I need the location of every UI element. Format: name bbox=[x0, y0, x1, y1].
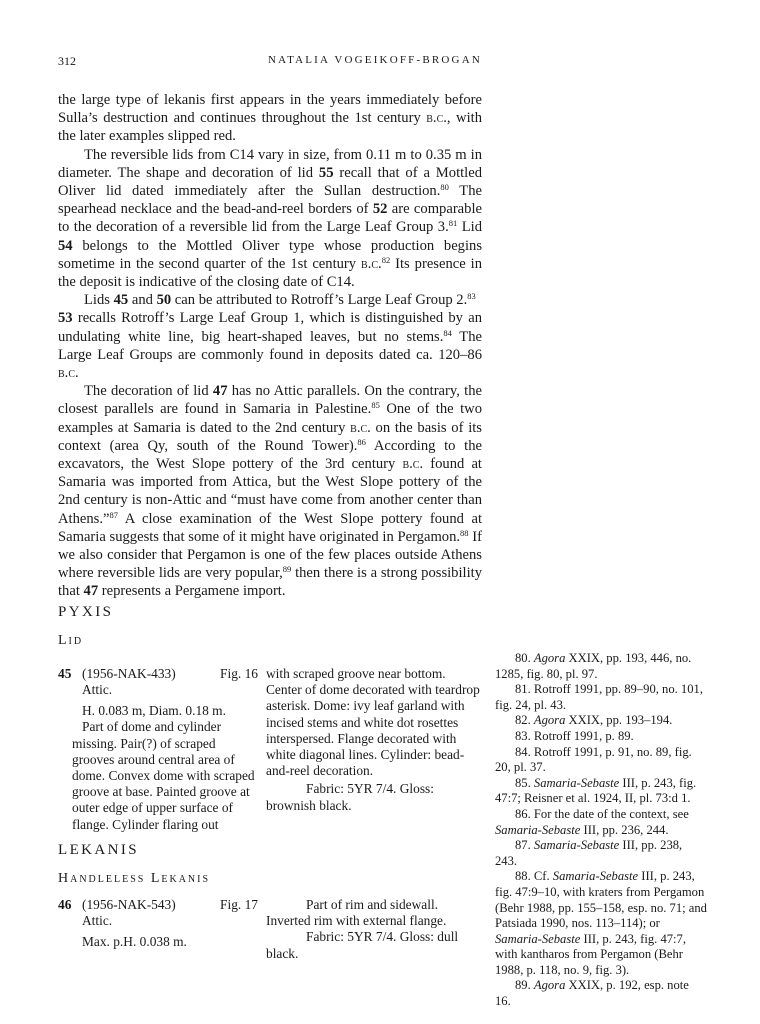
entry-fabric: Fabric: 5YR 7/4. Gloss: dull black. bbox=[266, 929, 459, 961]
paragraph-3: Lids 45 and 50 can be attributed to Rotroff’s Large Leaf Group 2.83 53 recalls Rotroff’s Large Leaf Group 1, which is distinguished by an undulating white line, big heart-shaped leaves, but no stems.$^{84}$ The Large Leaf Groups are commonly found in deposits dated ca. 120–86 b.c. bbox=[58, 291, 482, 382]
footnote-text: For the date of the context, see bbox=[533, 806, 689, 821]
entry-description: Part of dome and cylinder missing. Pair(?) of scraped grooves around central area of dome. Convex dome with scraped groove at base. Painted groove at outer edge of upper surface of flange. Cylinder flaring out bbox=[72, 719, 255, 832]
footnote-number: 89. bbox=[515, 978, 534, 993]
entry-number: 46 bbox=[58, 897, 72, 912]
footnote-number: 82. bbox=[515, 713, 534, 728]
page-number: 312 bbox=[58, 54, 76, 68]
section-heading-pyxis: PYXIS bbox=[58, 604, 114, 620]
entry-origin: Attic. bbox=[82, 913, 113, 928]
footnote bbox=[495, 745, 707, 776]
footnote-number: 86. bbox=[515, 806, 534, 821]
footnote bbox=[495, 713, 707, 729]
subheading-lid: Lid bbox=[58, 633, 84, 648]
footnote-text: Samaria-Sebaste bbox=[533, 775, 620, 790]
footnote bbox=[495, 978, 707, 1009]
entry-dimensions: Max. p.H. 0.038 m. bbox=[82, 934, 187, 950]
catalog-entry-45 bbox=[58, 666, 258, 833]
footnote-text: Agora bbox=[533, 713, 566, 728]
footnote-text: Rotroff 1991, p. 91, no. 89, fig. 20, pl. 37. bbox=[495, 744, 692, 775]
paragraph-4: The decoration of lid 47 has no Attic parallels. On the contrary, the closest parallels are found in Samaria in Palestine.$^{85}$ One of the two examples at Samaria is dated to the 2nd century b.c. on the basis of its context (area Qy, south of the Round Tower).$^{86}$ According to the excavators, the West Slope pottery of the 3rd century b.c. found at Samaria was imported from Attica, but the West Slope pottery of the 2nd century is non-Attic and “must have come from another center than Athens.”$^{87}$ A close examination of the West Slope pottery found at Samaria suggests that some of it might have originated in Pergamon.$^{88}$ If we also consider that Pergamon is one of the few places outside Athens where reversible lids are very popular,$^{89}$ then there is a strong possibility that 47 represents a Pergamene import. bbox=[58, 383, 483, 600]
footnote-text: Rotroff 1991, p. 89. bbox=[533, 728, 634, 743]
footnote-text: III, p. 243, fig. 47:9–10, with kraters from Pergamon (Behr 1988, pp. 155–158, esp. no. 71; and Patsiada 1990, nos. 113–114); or bbox=[495, 869, 707, 931]
entry-description-continued: with scraped groove near bottom. Center of dome decorated with teardrop asterisk. Dome: ivy leaf garland with incised stems and white dot rosettes interspersed. Flange decorated with white diagonal lines. Cylinder: bead-and-reel decoration. bbox=[266, 666, 480, 779]
footnote-number: 80. bbox=[515, 651, 534, 665]
footnote-ref: 86 bbox=[357, 436, 366, 447]
footnote bbox=[495, 651, 707, 682]
footnote-text: XXIX, p. 192, esp. note 16. bbox=[495, 978, 689, 1009]
inventory-number: (1956-NAK-543) bbox=[82, 897, 176, 912]
entry-origin: Attic. bbox=[82, 682, 113, 697]
footnote bbox=[495, 682, 707, 713]
footnote-text: III, p. 243, fig. 47:7; Reisner et al. 1924, II, pl. 73:d 1. bbox=[495, 775, 697, 806]
footnote bbox=[495, 729, 707, 745]
footnote bbox=[495, 838, 707, 869]
footnote-ref: 83 bbox=[467, 291, 476, 302]
body-text bbox=[58, 91, 482, 601]
footnote-ref: 88 bbox=[460, 527, 469, 538]
paragraph-1: the large type of lekanis first appears in the years immediately before Sulla’s destruction and continues throughout the 1st century b.c., with the later examples slipped red. bbox=[58, 92, 483, 145]
footnote bbox=[495, 776, 707, 807]
figure-reference: Fig. 16 bbox=[220, 666, 258, 681]
entry-fabric: Fabric: 5YR 7/4. Gloss: brownish black. bbox=[266, 781, 434, 813]
footnote-text: XXIX, pp. 193–194. bbox=[565, 713, 673, 728]
footnote bbox=[495, 807, 707, 838]
figure-reference: Fig. 17 bbox=[220, 897, 258, 912]
footnote-number: 88. bbox=[515, 869, 534, 884]
author-name: NATALIA VOGEIKOFF-BROGAN bbox=[268, 54, 482, 66]
section-heading-lekanis: LEKANIS bbox=[58, 842, 139, 858]
footnote-ref: 84 bbox=[443, 327, 452, 338]
footnote-ref: 87 bbox=[109, 509, 118, 520]
footnote-number: 81. bbox=[515, 682, 534, 697]
footnote-ref: 89 bbox=[282, 564, 292, 575]
footnote-text: Samaria-Sebaste bbox=[552, 869, 639, 884]
running-head bbox=[58, 54, 482, 72]
inventory-number: (1956-NAK-433) bbox=[82, 666, 176, 681]
footnote-text: III, pp. 238, 243. bbox=[495, 838, 683, 868]
entry-number: 45 bbox=[58, 666, 72, 681]
footnote-text: Rotroff 1991, pp. 89–90, no. 101, fig. 24, pl. 43. bbox=[495, 682, 703, 712]
footnote-text: Samaria-Sebaste bbox=[495, 931, 581, 946]
footnote-text: Agora bbox=[533, 978, 566, 993]
footnote-text: XXIX, pp. 193, 446, no. 1285, fig. 80, pl. 97. bbox=[495, 651, 692, 681]
catalog-entry-46 bbox=[58, 897, 258, 950]
footnote-ref: 82 bbox=[381, 254, 391, 265]
catalog-entry-46-continued bbox=[266, 897, 484, 962]
footnote-number: 84. bbox=[515, 744, 534, 759]
footnotes bbox=[495, 651, 707, 1010]
footnote-ref: 85 bbox=[371, 400, 380, 411]
footnote-text: III, pp. 236, 244. bbox=[580, 822, 669, 837]
footnote-text: Agora bbox=[533, 651, 566, 665]
entry-description: Part of rim and sidewall. Inverted rim with external flange. bbox=[266, 897, 447, 929]
catalog-entry-45-continued bbox=[266, 666, 484, 814]
footnote-number: 85. bbox=[515, 775, 534, 790]
footnote-number: 87. bbox=[515, 838, 534, 853]
entry-dimensions: H. 0.083 m, Diam. 0.18 m. bbox=[82, 703, 226, 719]
footnote-text: Cf. bbox=[533, 869, 553, 884]
footnote-text: Samaria-Sebaste bbox=[533, 838, 620, 853]
footnote bbox=[495, 869, 707, 978]
footnote-text: Samaria-Sebaste bbox=[495, 822, 581, 837]
subheading-handleless-lekanis: Handleless Lekanis bbox=[58, 871, 211, 886]
footnote-ref: 80 bbox=[440, 182, 449, 193]
footnote-ref: 81 bbox=[448, 218, 458, 229]
footnote-number: 83. bbox=[515, 728, 534, 743]
paragraph-2: The reversible lids from C14 vary in size, from 0.11 m to 0.35 m in diameter. The shape and decoration of lid 55 recall that of a Mottled Oliver lid dated immediately after the Sullan destruction.$^{80}$ The spearhead necklace and the bead-and-reel borders of 52 are comparable to the decoration of a reversible lid from the Large Leaf Group 3.81 Lid 54 belongs to the Mottled Oliver type whose production begins sometime in the second quarter of the 1st century b.c.$^{82}$ Its presence in the deposit is indicative of the closing date of C14. bbox=[58, 146, 483, 291]
footnote-text: III, p. 243, fig. 47:7, with kantharos from Pergamon (Behr 1988, p. 118, no. 9, fig. 3). bbox=[495, 931, 686, 977]
